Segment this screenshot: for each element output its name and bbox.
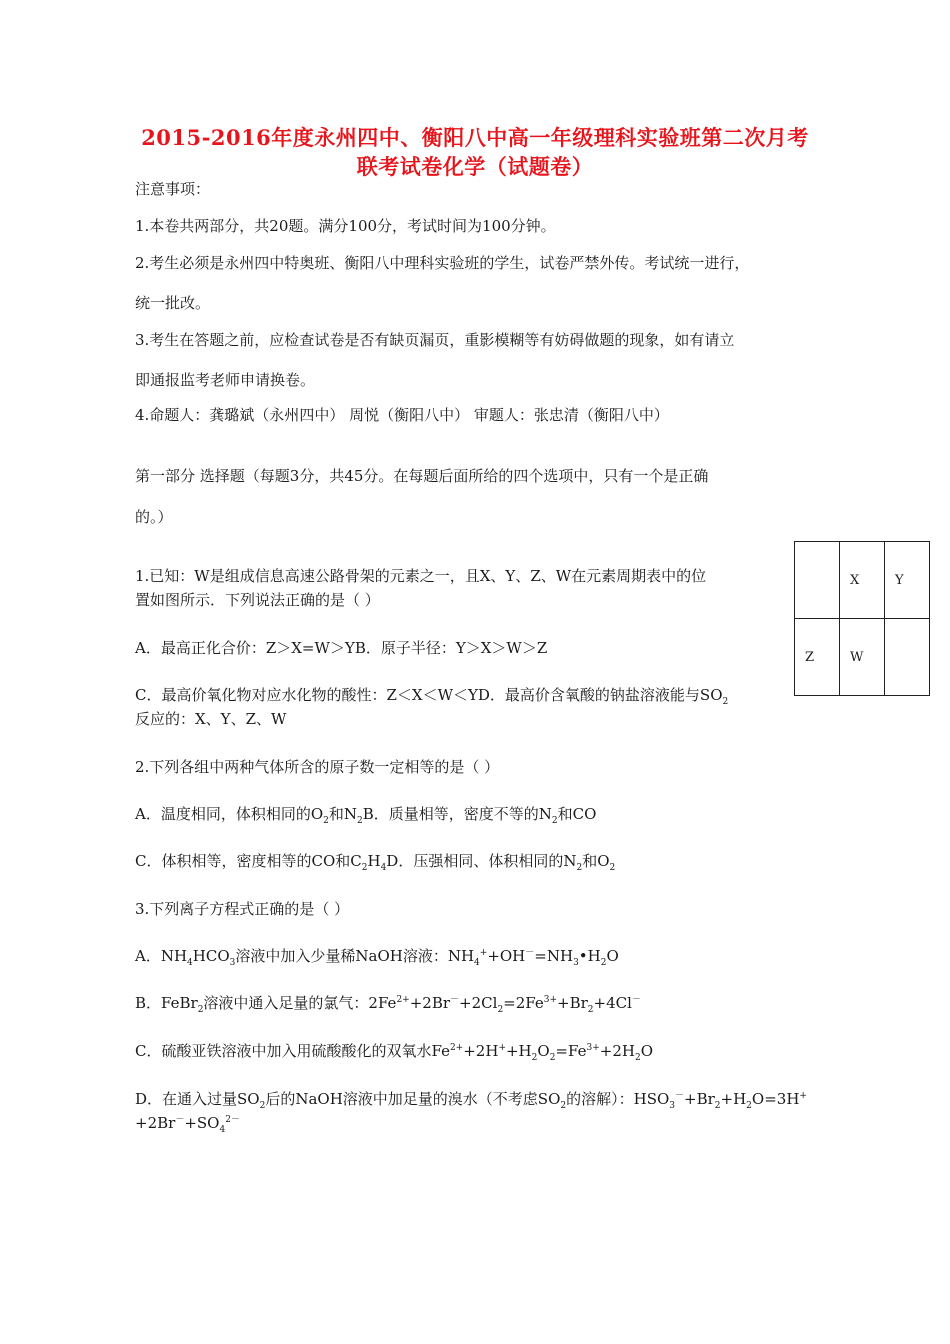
notice-item-3b: 即通报监考老师申请换卷。 (135, 371, 316, 389)
q1-stem-a: 1.已知：W是组成信息高速公路骨架的元素之一，且X、Y、Z、W在元素周期表中的位 (135, 567, 707, 585)
q1-options-ab: A．最高正化合价：Z＞X=W＞YB．原子半径：Y＞X＞W＞Z (135, 639, 548, 657)
q2-stem: 2.下列各组中两种气体所含的原子数一定相等的是（ ） (135, 758, 500, 776)
periodic-table-figure (794, 541, 930, 696)
cell-empty (885, 619, 930, 696)
q2-options-ab: A．温度相同，体积相同的$O_2$和$N_2B$．质量相等，密度不等的$N_2$和CO (135, 805, 597, 826)
q3-option-d: D．在通入过量$SO_2$后的NaOH溶液中加足量的溴水（不考虑$SO_2$的溶解）：$HSO_3^-+Br_2+H_2O=3H^+$ (135, 1090, 807, 1111)
notice-item-2a: 2.考生必须是永州四中特奥班、衡阳八中理科实验班的学生，试卷严禁外传。考试统一进行， (135, 254, 750, 272)
cell-empty (795, 542, 840, 619)
notice-heading: 注意事项： (135, 180, 211, 198)
q1-options-cd: C．最高价氧化物对应水化物的酸性：Z＜X＜W＜YD．最高价含氧酸的钠盐溶液能与$SO_2$ (135, 686, 729, 707)
title-line-2: 联考试卷化学（试题卷） (356, 154, 594, 179)
q2-options-cd: C．体积相等，密度相等的CO和$C_2H_4D$．压强相同、体积相同的$N_2$和$O_2$ (135, 852, 616, 873)
q3-stem: 3.下列离子方程式正确的是（ ） (135, 900, 350, 918)
cell-z: Z (795, 619, 840, 696)
notice-item-3a: 3.考生在答题之前，应检查试卷是否有缺页漏页，重影模糊等有妨碍做题的现象，如有请立 (135, 331, 735, 349)
notice-item-4: 4.命题人：龚璐斌（永州四中） 周悦（衡阳八中） 审题人：张忠清（衡阳八中） (135, 406, 669, 424)
cell-y: Y (885, 542, 930, 619)
q1-stem-b: 置如图所示．下列说法正确的是（ ） (135, 591, 380, 609)
notice-item-2b: 统一批改。 (135, 294, 211, 312)
q3-option-a: A．$NH_4HCO_3$溶液中加入少量稀NaOH溶液：$NH_4^++OH^-=NH_3•H_2O$ (135, 947, 619, 968)
part1-intro-b: 的。） (135, 508, 173, 526)
title-line-1: 2015-2016年度永州四中、衡阳八中高一年级理科实验班第二次月考 (141, 125, 809, 150)
notice-item-1: 1.本卷共两部分，共20题。满分100分，考试时间为100分钟。 (135, 217, 556, 235)
q3-option-d-cont: $+2Br^-+SO_4^{2-}$ (135, 1114, 240, 1135)
part1-intro-a: 第一部分 选择题（每题3分，共45分。在每题后面所给的四个选项中，只有一个是正确 (135, 467, 709, 485)
cell-x: X (840, 542, 885, 619)
cell-w: W (840, 619, 885, 696)
q3-option-b: B．FeBr$_2$溶液中通入足量的氯气：$2Fe^{2+}+2Br^-+2Cl_2=2Fe^{3+}+Br_2+4Cl^-$ (135, 994, 641, 1015)
q1-options-cd-cont: 反应的：X、Y、Z、W (135, 710, 287, 728)
q3-option-c: C．硫酸亚铁溶液中加入用硫酸酸化的双氧水$Fe^{2+}+2H^++H_2O_2=Fe^{3+}+2H_2O$ (135, 1042, 653, 1063)
